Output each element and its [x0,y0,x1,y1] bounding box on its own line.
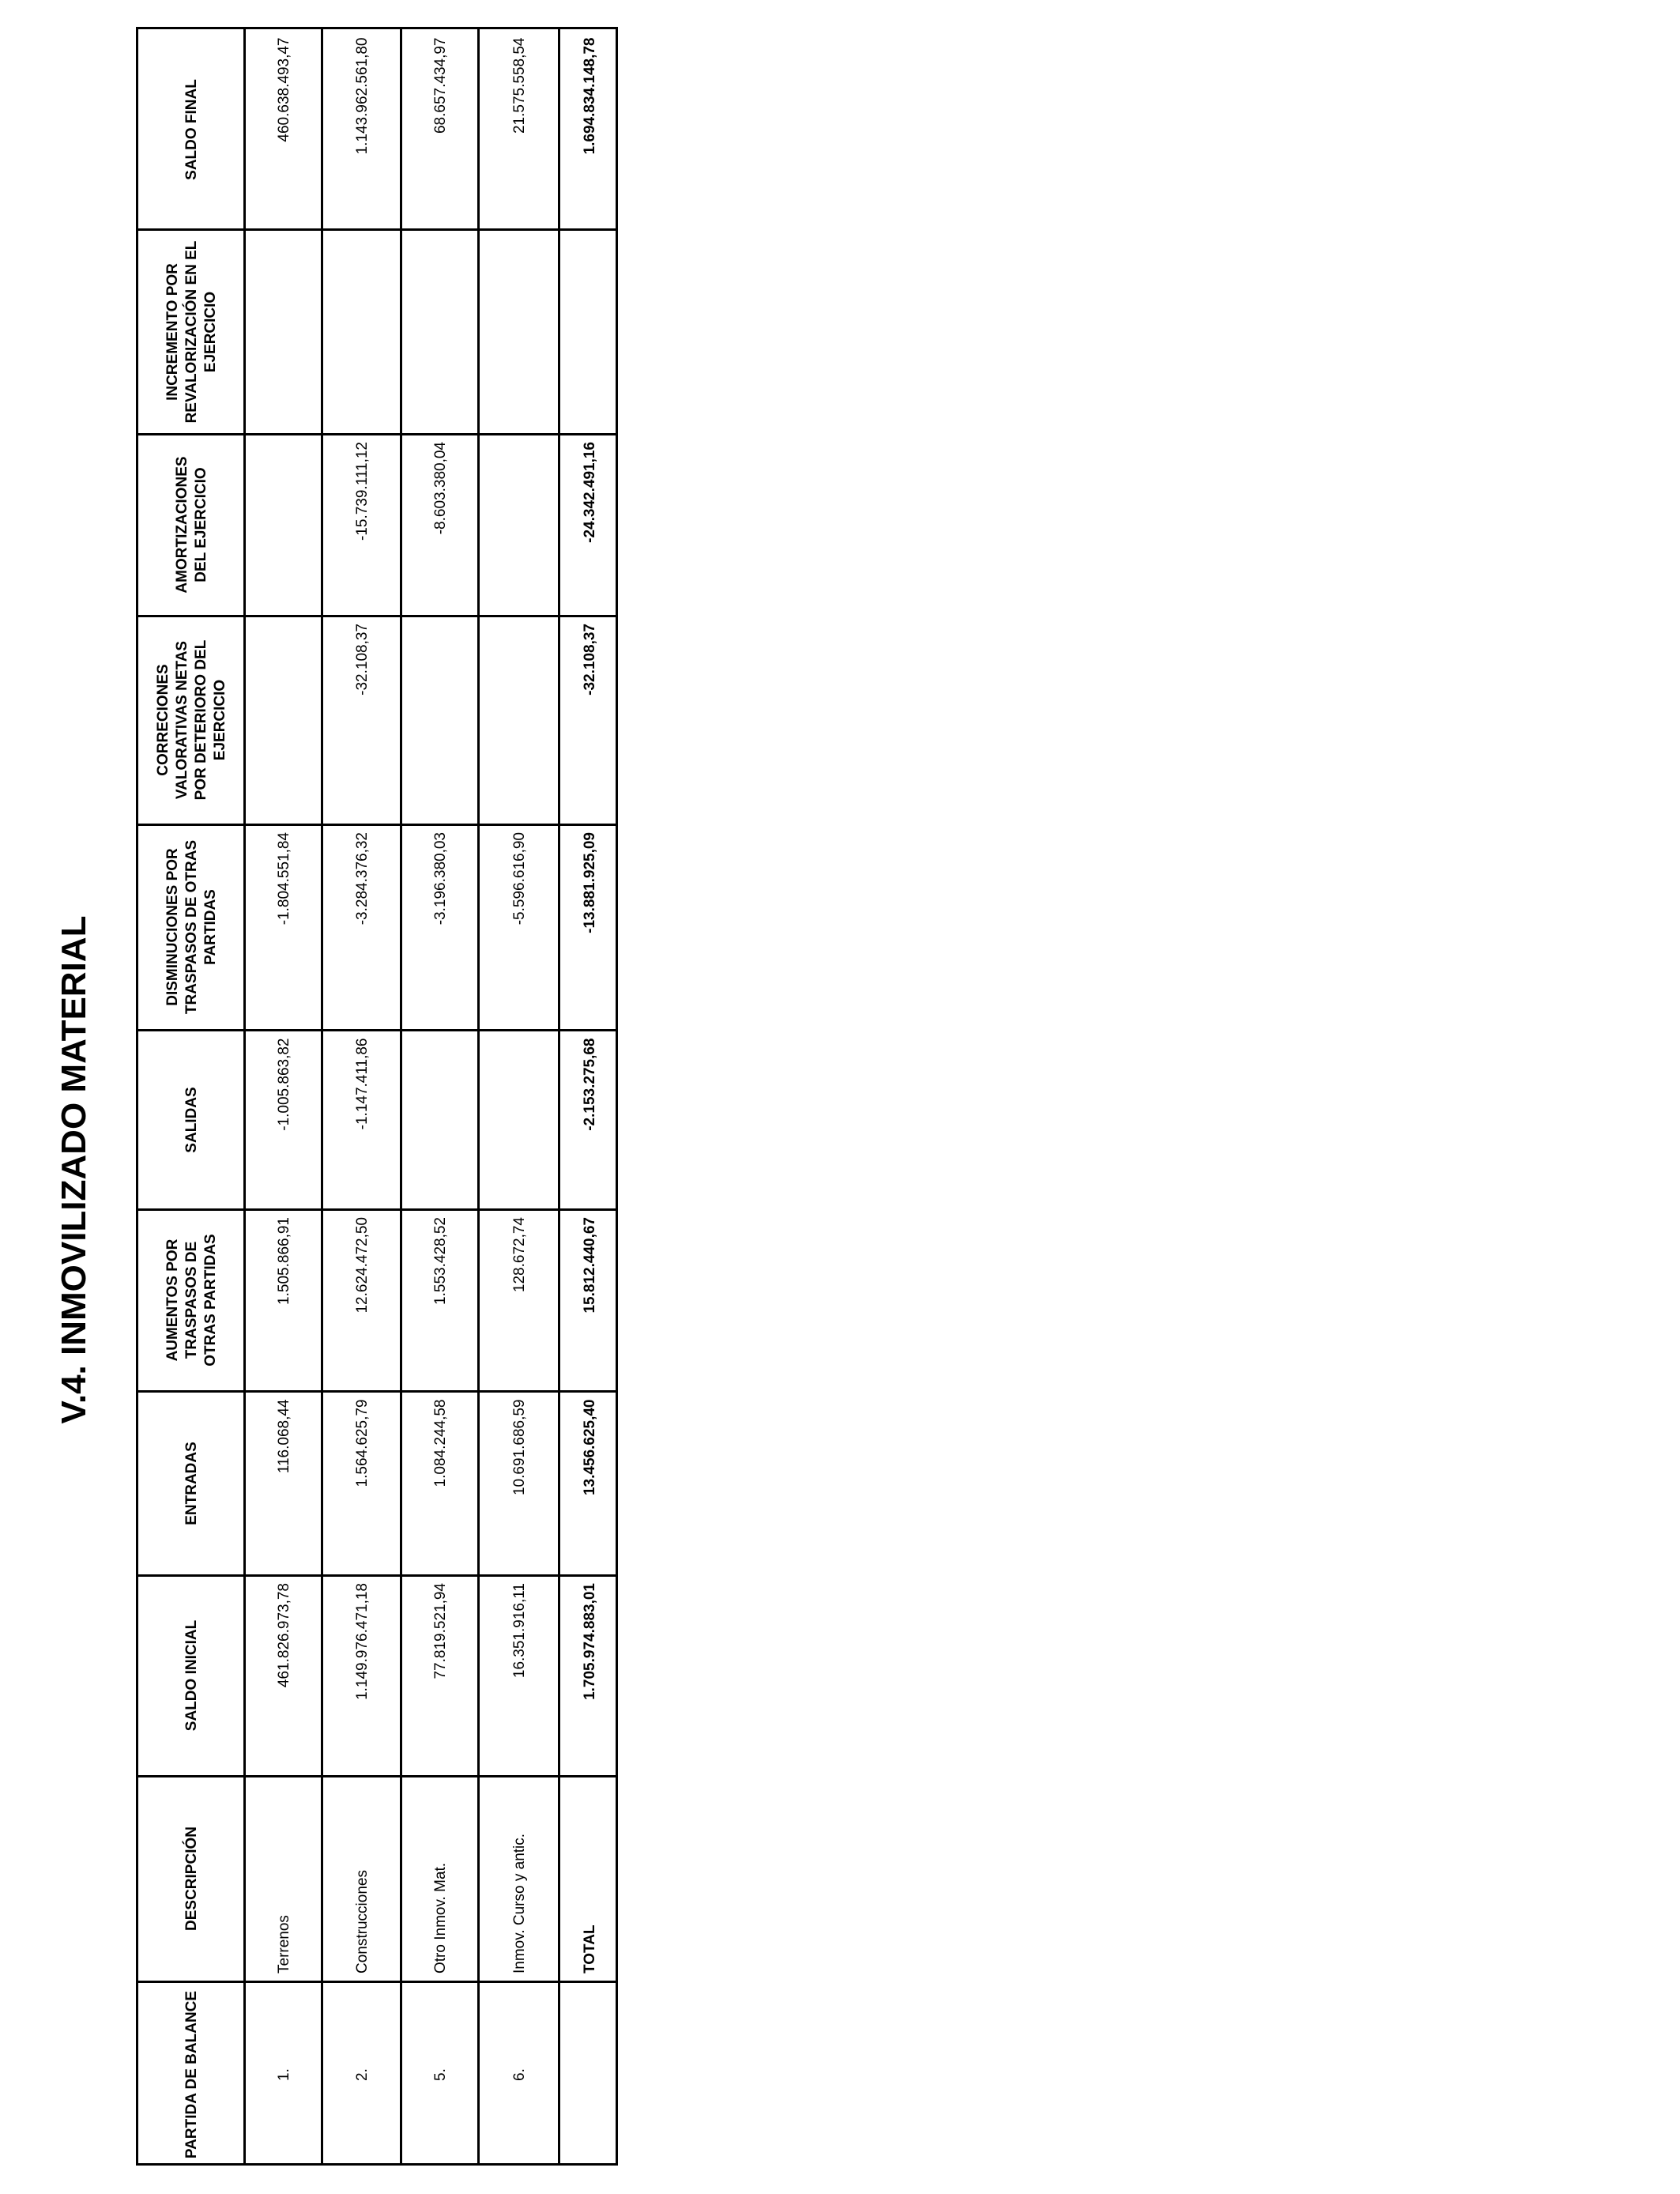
total-saldo-inicial-cell [560,1575,620,1776]
total-correcciones-cell [560,616,620,824]
row-1-disminuciones: -1.804.551,84 [276,832,292,925]
row-4-aumentos: 128.672,74 [511,1217,528,1293]
row-3-saldo-final-cell [402,29,480,229]
row-2-saldo-inicial-cell [323,1575,402,1776]
row-4-descripcion-cell [480,1776,560,1981]
row-3-disminuciones: -3.196.380,03 [432,832,449,925]
row-4-partida: 6. [511,2068,528,2081]
row-1-aumentos-cell [246,1209,323,1391]
row-1-partida-cell [246,1981,323,2168]
row-3-partida: 5. [432,2068,449,2081]
total-aumentos: 15.812.440,67 [582,1217,598,1314]
total-saldo-final-cell [560,29,620,229]
row-1-aumentos: 1.505.866,91 [276,1217,292,1305]
row-3-partida-cell [402,1981,480,2168]
row-3-disminuciones-cell [402,824,480,1030]
header-salidas-cell [138,1030,246,1209]
total-saldo-final: 1.694.834.148,78 [582,37,598,154]
row-2-disminuciones-cell [323,824,402,1030]
header-incremento-cell [138,229,246,434]
row-1-salidas-cell [246,1030,323,1209]
row-4-disminuciones-cell [480,824,560,1030]
row-3-saldo-inicial: 77.819.521,94 [432,1583,449,1679]
row-2-correcciones: -32.108,37 [354,624,371,696]
header-incremento: INCREMENTO POR REVALORIZACIÓN EN EL EJERCICIO [164,240,219,423]
row-3-amortizaciones: -8.603.380,04 [432,442,449,535]
row-3-aumentos: 1.553.428,52 [432,1217,449,1305]
row-4-descripcion: Inmov. Curso y antic. [511,1833,528,1973]
row-2-entradas: 1.564.625,79 [354,1399,371,1487]
header-saldo-final: SALDO FINAL [183,78,200,180]
header-saldo-final-cell [138,29,246,229]
row-1-disminuciones-cell [246,824,323,1030]
row-4-partida-cell [480,1981,560,2168]
total-salidas-cell [560,1030,620,1209]
row-4-entradas: 10.691.686,59 [511,1399,528,1495]
header-salidas: SALIDAS [183,1086,200,1153]
row-3-saldo-final: 68.657.434,97 [432,37,449,134]
row-3-descripcion-cell [402,1776,480,1981]
row-3-entradas-cell [402,1391,480,1575]
header-correcciones-cell [138,616,246,824]
total-salidas: -2.153.275,68 [582,1038,598,1131]
row-1-entradas-cell [246,1391,323,1575]
header-amortizaciones: AMORTIZACIONES DEL EJERCICIO [174,456,209,594]
row-4-aumentos-cell [480,1209,560,1391]
total-label-cell [560,1776,620,1981]
row-2-salidas: -1.147.411,86 [354,1038,371,1129]
row-2-aumentos-cell [323,1209,402,1391]
header-entradas: ENTRADAS [183,1441,200,1525]
inmovilizado-table [136,27,618,2166]
header-disminuciones-cell [138,824,246,1030]
header-saldo-inicial-cell [138,1575,246,1776]
row-4-saldo-final-cell [480,29,560,229]
row-3-saldo-inicial-cell [402,1575,480,1776]
row-2-aumentos: 12.624.472,50 [354,1217,371,1314]
row-1-descripcion-cell [246,1776,323,1981]
total-amortizaciones: -24.342.491,16 [582,442,598,543]
row-1-saldo-final-cell [246,29,323,229]
row-3-entradas: 1.084.244,58 [432,1399,449,1487]
header-disminuciones: DISMINUCIONES POR TRASPASOS DE OTRAS PARTIDAS [164,839,219,1015]
row-1-salidas: -1.005.863,82 [276,1038,292,1131]
row-2-entradas-cell [323,1391,402,1575]
header-descripcion: DESCRIPCIÓN [183,1826,200,1931]
header-entradas-cell [138,1391,246,1575]
header-partida-cell [138,1981,246,2168]
total-amortizaciones-cell [560,434,620,616]
row-2-amortizaciones: -15.739.111,12 [354,442,371,541]
total-disminuciones-cell [560,824,620,1030]
row-1-descripcion: Terrenos [276,1915,292,1973]
row-4-saldo-inicial: 16.351.916,11 [511,1583,528,1679]
header-partida: PARTIDA DE BALANCE [183,1990,200,2159]
header-correcciones: CORRECIONES VALORATIVAS NETAS POR DETERIORO DEL EJERCICIO [155,639,228,801]
row-2-descripcion: Construcciones [354,1870,371,1973]
row-1-saldo-final: 460.638.493,47 [276,37,292,142]
row-1-partida: 1. [276,2068,292,2081]
total-label: TOTAL [582,1924,598,1973]
row-2-salidas-cell [323,1030,402,1209]
row-1-entradas: 116.068,44 [276,1399,292,1473]
row-4-saldo-final: 21.575.558,54 [511,37,528,134]
header-aumentos-cell [138,1209,246,1391]
row-3-descripcion: Otro Inmov. Mat. [432,1862,449,1973]
header-aumentos: AUMENTOS POR TRASPASOS DE OTRAS PARTIDAS [164,1234,219,1367]
row-3-aumentos-cell [402,1209,480,1391]
row-2-saldo-final-cell [323,29,402,229]
total-entradas-cell [560,1391,620,1575]
row-2-partida: 2. [354,2068,371,2081]
total-aumentos-cell [560,1209,620,1391]
row-2-disminuciones: -3.284.376,32 [354,832,371,925]
header-saldo-inicial: SALDO INICIAL [183,1619,200,1732]
header-amortizaciones-cell [138,434,246,616]
total-entradas: 13.456.625,40 [582,1399,598,1495]
row-1-saldo-inicial-cell [246,1575,323,1776]
row-4-entradas-cell [480,1391,560,1575]
row-3-amortizaciones-cell [402,434,480,616]
row-4-disminuciones: -5.596.616,90 [511,832,528,925]
row-2-correcciones-cell [323,616,402,824]
total-disminuciones: -13.881.925,09 [582,832,598,933]
header-descripcion-cell [138,1776,246,1981]
row-2-saldo-inicial: 1.149.976.471,18 [354,1583,371,1700]
total-saldo-inicial: 1.705.974.883,01 [582,1583,598,1700]
row-2-saldo-final: 1.143.962.561,80 [354,37,371,154]
row-1-saldo-inicial: 461.826.973,78 [276,1583,292,1688]
row-2-descripcion-cell [323,1776,402,1981]
total-correcciones: -32.108,37 [582,624,598,696]
row-2-partida-cell [323,1981,402,2168]
row-2-amortizaciones-cell [323,434,402,616]
row-4-saldo-inicial-cell [480,1575,560,1776]
page-title: V.4. INMOVILIZADO MATERIAL [55,915,93,1424]
